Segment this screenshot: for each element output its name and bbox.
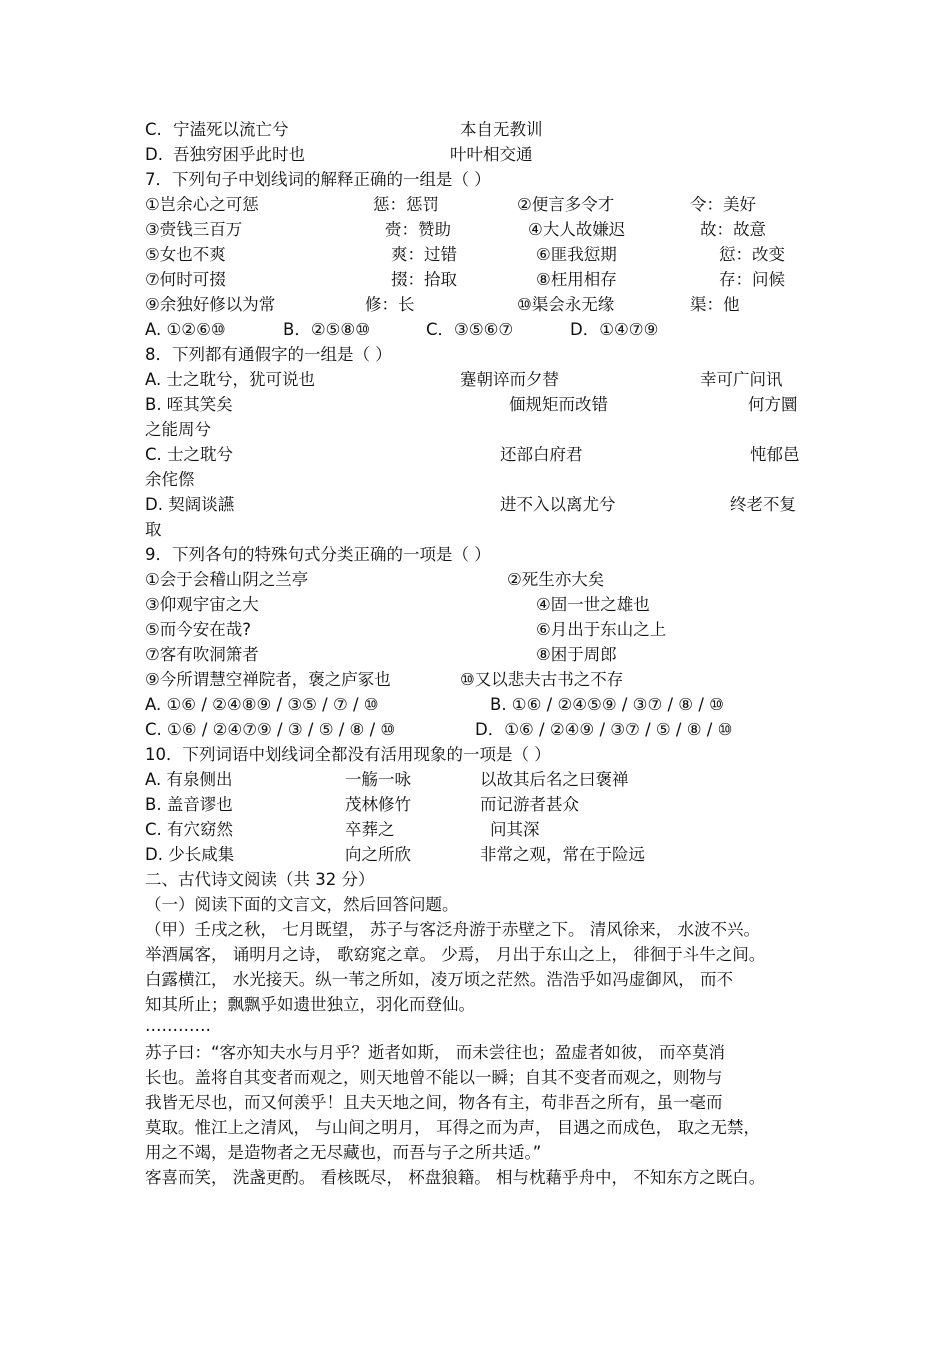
section-title: 二、古代诗文阅读（共 32 分） (145, 870, 375, 889)
q8-option-c-wrap: 余侘傺 (145, 470, 195, 489)
document-page: C. 宁溘死以流亡兮 本自无教训 D. 吾独穷困乎此时也 叶叶相交通 7．下列句子中划线词的解释正确的一组是（ ） ①岂余心之可惩 惩：惩罚 ②便言多令才 令：美好 ③赍钱三百万 赍：赞助 ④大人故嫌迟 故：故意 ⑤女也不爽 爽：过错 ⑥匪我愆期 愆：改变 ⑦何时可掇 掇：拾取 ⑧枉用相存 存：问候 ⑨余独好修以为常 修：长 ⑩渠会永无缘 渠：他 A. ①②⑥⑩ B．②⑤⑧⑩ C．③⑤⑥⑦ D．①④⑦⑨ 8．下列都有通假字的一组是（ ） A. 士之耽兮，犹可说也 蹇朝谇而夕替 幸可广问讯 B. 咥其笑矣 偭规矩而改错 何方圜 之能周兮 C. 士之耽兮 还部白府君 忳郁邑 余侘傺 D. 契阔谈讌 进不入以离尤兮 终老不复 取 9．下列各句的特殊句式分类正确的一项是（ ） ①会于会稽山阴之兰亭 ②死生亦大矣 ③仰观宇宙之大 ④固一世之雄也 ⑤而今安在哉? ⑥月出于东山之上 ⑦客有吹洞箫者 ⑧困于周郎 ⑨今所谓慧空禅院者，褒之庐冢也 ⑩又以悲夫古书之不存 A. ①⑥ / ②④⑧⑨ / ③⑤ / ⑦ / ⑩ B. ①⑥ / ②④⑤⑨ / ③⑦ / ⑧ / ⑩ C. ①⑥ / ②④⑦⑨ / ③ / ⑤ / ⑧ / ⑩ D．①⑥ / ②④⑨ / ③⑦ / ⑤ / ⑧ / ⑩ 10．下列词语中划线词全都没有活用现象的一项是（ ） A. 有泉侧出 一觞一咏 以故其后名之曰褒禅 B. 盖音谬也 茂林修竹 而记游者甚众 C. 有穴窈然 卒葬之 问其深 D. 少长咸集 向之所欣 非常之观，常在于险远 二、古代诗文阅读（共 32 分） （一）阅读下面的文言文，然后回答问题。 （甲）壬戌之秋， 七月既望， 苏子与客泛舟游于赤壁之下。 清风徐来， 水波不兴。 举酒属客， 诵明月之诗， 歌窈窕之章。 少焉， 月出于东山之上， 徘徊于斗牛之间。 白露横江， 水光接天。纵一苇之所如，凌万顷之茫然。浩浩乎如冯虚御风， 而不 知其所止；飘飘乎如遗世独立，羽化而登仙。 ………… 苏子曰：“客亦知夫水与月乎？逝者如斯， 而未尝往也；盈虚者如彼， 而卒莫消 长也。盖将自其变者而观之，则天地曾不能以一瞬；自其不变者而观之，则物与 我皆无尽也，而又何羡乎！且夫天地之间，物各有主，苟非吾之所有，虽一毫而 莫取。惟江上之清风， 与山间之明月， 耳得之而为声， 目遇之而成色， 取之无禁， 用之不竭，是造物者之无尽藏也，而吾与子之所共适。” 客喜而笑， 洗盏更酌。 看核既尽， 杯盘狼籍。 相与枕藉乎舟中， 不知东方之既白。 (0, 0, 950, 1345)
q8-option-b-wrap: 之能周兮 (145, 420, 211, 439)
reading-instruction: （一）阅读下面的文言文，然后回答问题。 (145, 895, 459, 914)
q8-option-d-wrap: 取 (145, 520, 162, 539)
passage-line: 举酒属客， 诵明月之诗， 歌窈窕之章。 少焉， 月出于东山之上， 徘徊于斗牛之间。 (145, 945, 766, 964)
passage-ellipsis: ………… (145, 1016, 211, 1035)
passage-line: 莫取。惟江上之清风， 与山间之明月， 耳得之而为声， 目遇之而成色， 取之无禁， (145, 1118, 760, 1137)
passage-line: 用之不竭，是造物者之无尽藏也，而吾与子之所共适。” (145, 1143, 542, 1162)
passage-line: 白露横江， 水光接天。纵一苇之所如，凌万顷之茫然。浩浩乎如冯虚御风， 而不 (145, 970, 733, 989)
passage-line: 知其所止；飘飘乎如遗世独立，羽化而登仙。 (145, 995, 475, 1014)
passage-line: 苏子曰：“客亦知夫水与月乎？逝者如斯， 而未尝往也；盈虚者如彼， 而卒莫消 (145, 1043, 726, 1062)
passage-line: （甲）壬戌之秋， 七月既望， 苏子与客泛舟游于赤壁之下。 清风徐来， 水波不兴。 (145, 920, 760, 939)
q7-stem: 7．下列句子中划线词的解释正确的一组是（ ） (145, 170, 491, 189)
passage-line: 长也。盖将自其变者而观之，则天地曾不能以一瞬；自其不变者而观之，则物与 (145, 1068, 723, 1087)
q9-stem: 9．下列各句的特殊句式分类正确的一项是（ ） (145, 545, 491, 564)
passage-line: 客喜而笑， 洗盏更酌。 看核既尽， 杯盘狼籍。 相与枕藉乎舟中， 不知东方之既白。 (145, 1168, 766, 1187)
q10-stem: 10．下列词语中划线词全都没有活用现象的一项是（ ） (145, 745, 551, 764)
passage-line: 我皆无尽也，而又何羡乎！且夫天地之间，物各有主，苟非吾之所有，虽一毫而 (145, 1093, 723, 1112)
q8-stem: 8．下列都有通假字的一组是（ ） (145, 345, 392, 364)
